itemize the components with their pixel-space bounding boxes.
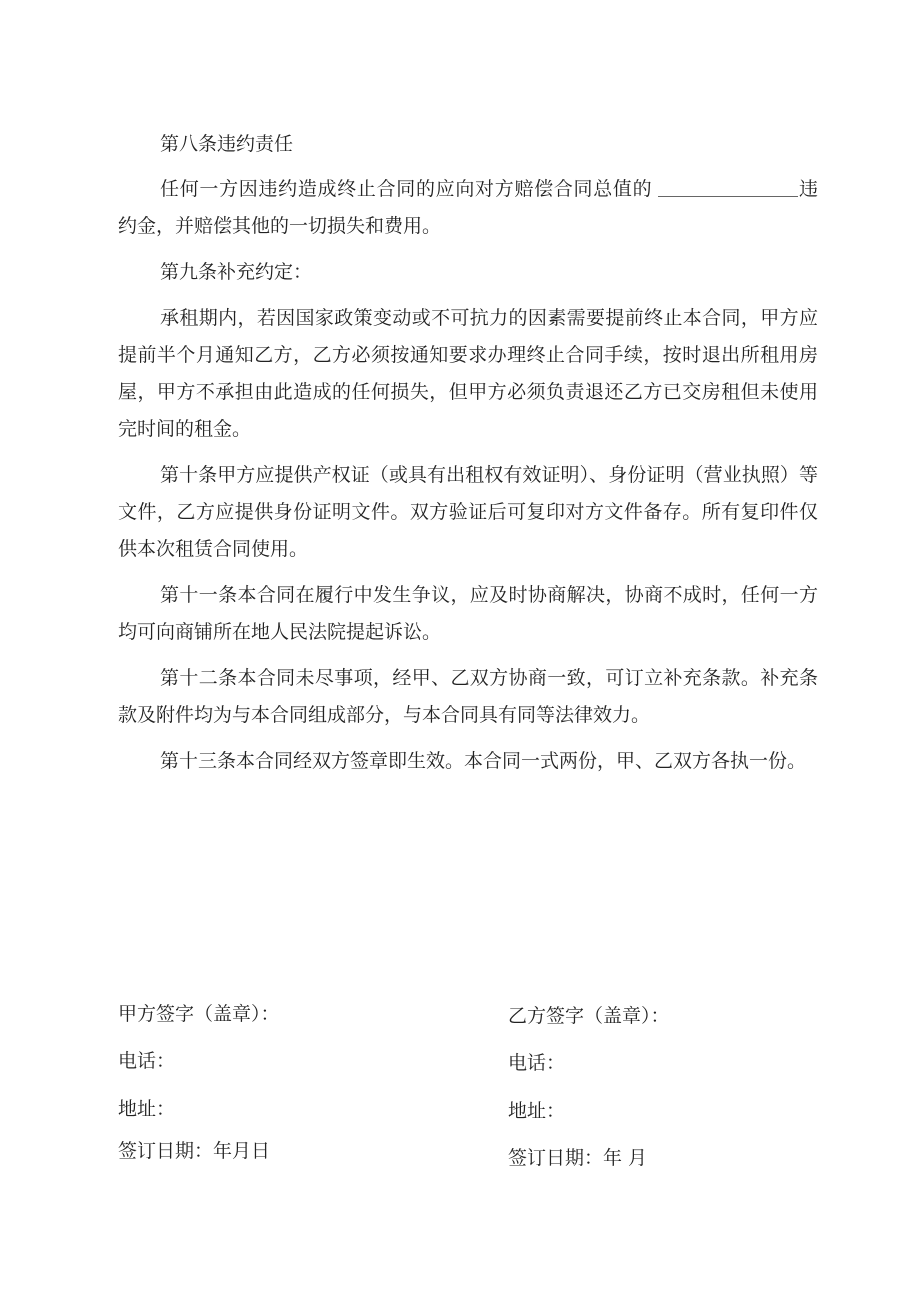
article-10-text: 第十条甲方应提供产权证（或具有出租权有效证明）、身份证明（营业执照）等文件，乙方应提供身份证明文件。双方验证后可复印对方文件备存。所有复印件仅供本次租赁合同使用。 — [118, 464, 818, 560]
party-a-phone-label: 电话： — [118, 1050, 176, 1072]
article-12-text: 第十二条本合同未尽事项，经甲、乙双方协商一致，可订立补充条款。补充条款及附件均为与本合同组成部分，与本合同具有同等法律效力。 — [118, 667, 818, 726]
article-8-text-before: 任何一方因违约造成终止合同的应向对方赔偿合同总值的 — [160, 178, 653, 200]
article-11-text: 第十一条本合同在履行中发生争议，应及时协商解决，协商不成时，任何一方均可向商铺所在地人民法院提起诉讼。 — [118, 584, 818, 643]
article-9-text: 承租期内，若因国家政策变动或不可抗力的因素需要提前终止本合同，甲方应提前半个月通知乙方，乙方必须按通知要求办理终止合同手续，按时退出所租用房屋，甲方不承担由此造成的任何损失，但甲方必须负责退还乙方已交房租但未使用完时间的租金。 — [118, 307, 818, 440]
party-b-phone-label: 电话： — [508, 1052, 566, 1074]
article-8-text — [118, 171, 818, 245]
party-a-date-label: 签订日期：年月日 — [118, 1140, 271, 1162]
party-b-date-label: 签订日期：年 月 — [508, 1147, 648, 1166]
article-9-title: 第九条补充约定： — [160, 261, 313, 283]
party-a-address-label: 地址： — [118, 1098, 176, 1120]
article-13-text: 第十三条本合同经双方签章即生效。本合同一式两份，甲、乙双方各执一份。 — [160, 750, 807, 772]
article-8-title: 第八条违约责任 — [160, 133, 294, 155]
party-a-signature-label: 甲方签字（盖章）： — [118, 1003, 280, 1025]
article-8-text-after: 违约金，并赔偿其他的一切损失和费用。 — [118, 178, 818, 237]
party-b-signature-label: 乙方签字（盖章）： — [508, 1005, 670, 1027]
contract-body — [118, 126, 818, 789]
party-b-address-label: 地址： — [508, 1100, 566, 1122]
amount-blank-line — [658, 176, 798, 197]
